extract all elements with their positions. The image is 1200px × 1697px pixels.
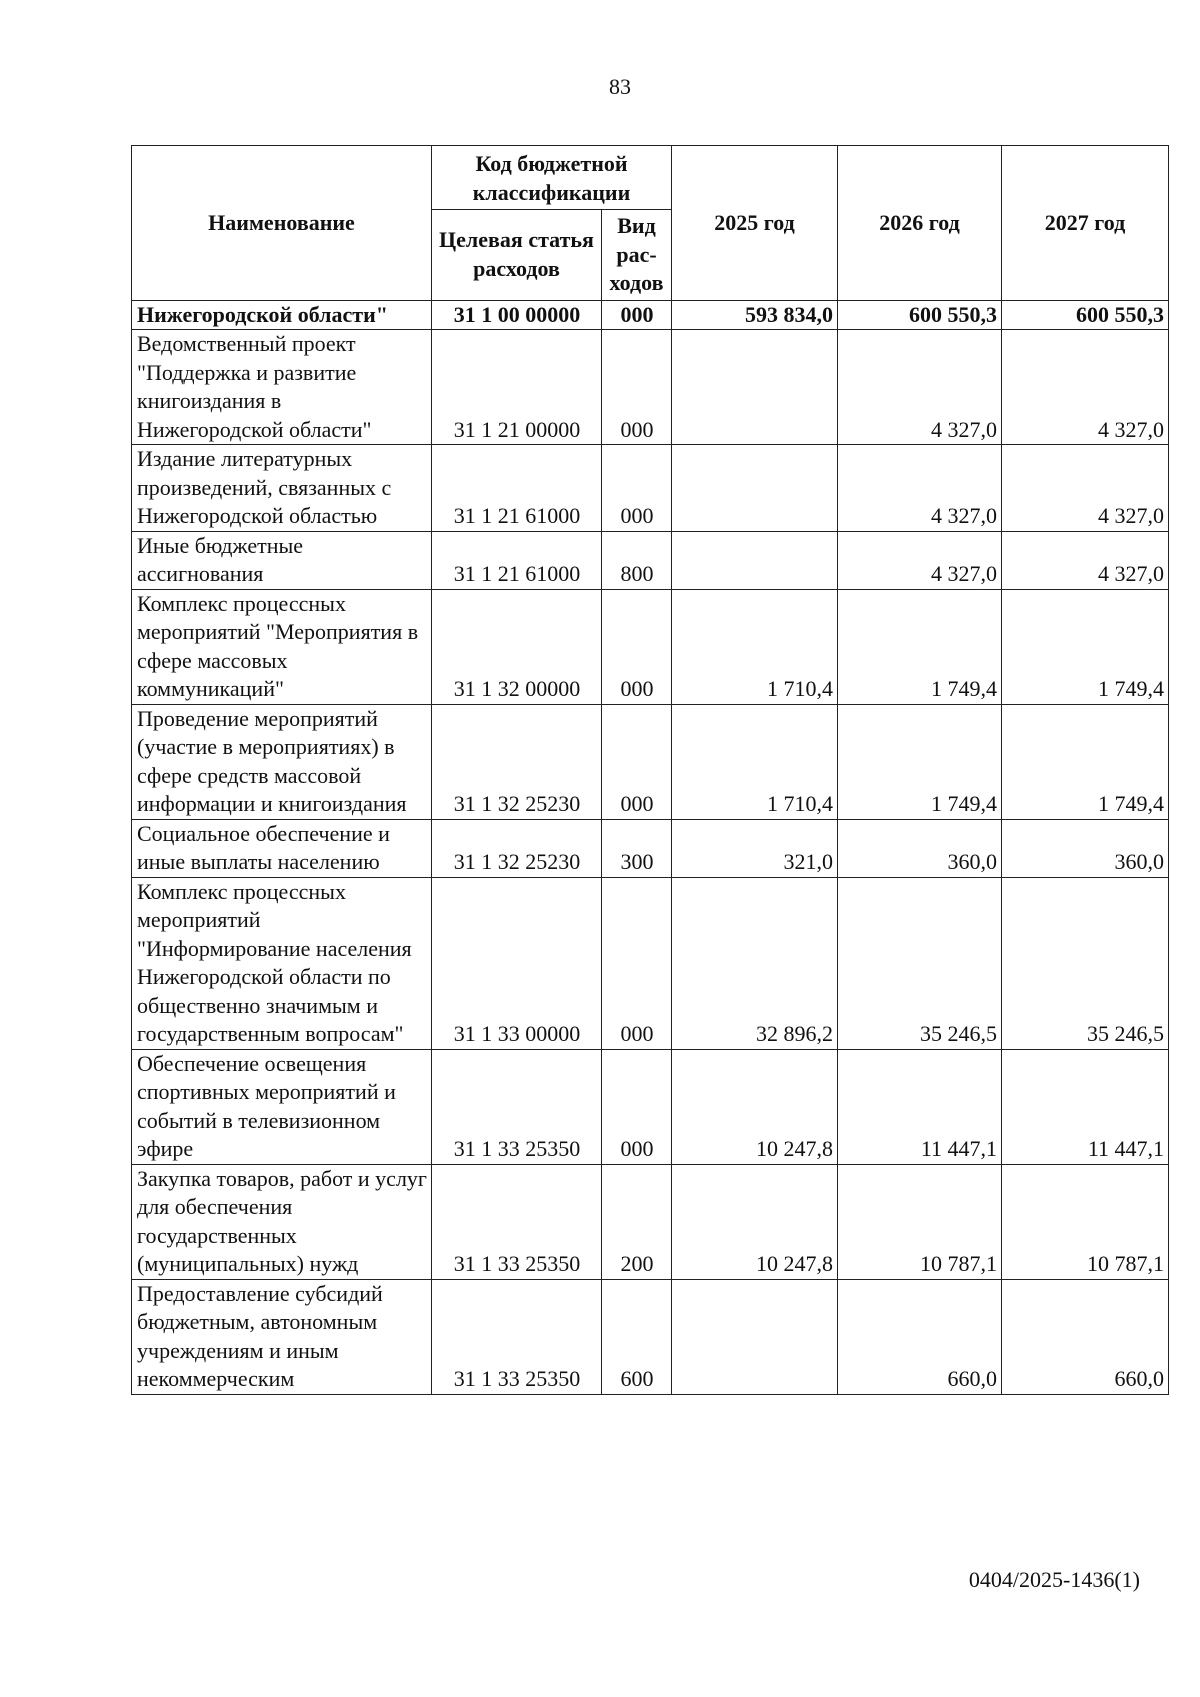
row-2025: 32 896,2 [672, 877, 838, 1049]
row-2027: 4 327,0 [1002, 330, 1169, 445]
row-2025: 1 710,4 [672, 589, 838, 704]
header-2026: 2026 год [838, 146, 1002, 301]
row-2026: 10 787,1 [838, 1164, 1002, 1279]
header-name: Наименование [132, 146, 432, 301]
header-target: Целевая статья расходов [432, 210, 602, 301]
table-row [132, 330, 1169, 445]
row-2027: 4 327,0 [1002, 531, 1169, 589]
row-name: Издание литературных произведений, связанных с Нижегородской областью [132, 445, 432, 532]
row-code: 31 1 33 25350 [432, 1279, 602, 1394]
row-type: 000 [602, 445, 672, 532]
row-2027: 360,0 [1002, 819, 1169, 877]
row-name: Проведение мероприятий (участие в мероприятиях) в сфере средств массовой информации и книгоиздания [132, 704, 432, 819]
row-name: Комплекс процессных мероприятий "Информирование населения Нижегородской области по общественно значимым и государственным вопросам" [132, 877, 432, 1049]
document-code: 0404/2025-1436(1) [968, 1567, 1140, 1592]
row-code: 31 1 21 61000 [432, 531, 602, 589]
row-type: 000 [602, 300, 672, 330]
row-name: Комплекс процессных мероприятий "Мероприятия в сфере массовых коммуникаций" [132, 589, 432, 704]
row-name: Социальное обеспечение и иные выплаты населению [132, 819, 432, 877]
row-code: 31 1 21 61000 [432, 445, 602, 532]
table-row [132, 1279, 1169, 1394]
row-name: Предоставление субсидий бюджетным, автономным учреждениям и иным некоммерческим [132, 1279, 432, 1394]
row-2026: 4 327,0 [838, 330, 1002, 445]
table-row [132, 589, 1169, 704]
table-body [132, 300, 1169, 1394]
row-2027: 660,0 [1002, 1279, 1169, 1394]
table-row [132, 531, 1169, 589]
table-row [132, 300, 1169, 330]
table-row [132, 877, 1169, 1049]
table-row [132, 1164, 1169, 1279]
row-2025 [672, 531, 838, 589]
row-type: 200 [602, 1164, 672, 1279]
header-type: Вид рас- ходов [602, 210, 672, 301]
row-2027: 1 749,4 [1002, 589, 1169, 704]
row-type: 000 [602, 589, 672, 704]
row-2027: 35 246,5 [1002, 877, 1169, 1049]
row-code: 31 1 32 25230 [432, 819, 602, 877]
table-row [132, 445, 1169, 532]
header-2025: 2025 год [672, 146, 838, 301]
row-2025 [672, 445, 838, 532]
row-2026: 4 327,0 [838, 445, 1002, 532]
row-type: 600 [602, 1279, 672, 1394]
row-2027: 1 749,4 [1002, 704, 1169, 819]
row-code: 31 1 33 25350 [432, 1164, 602, 1279]
row-2027: 11 447,1 [1002, 1049, 1169, 1164]
row-type: 300 [602, 819, 672, 877]
row-2025: 10 247,8 [672, 1049, 838, 1164]
row-type: 000 [602, 704, 672, 819]
row-2026: 35 246,5 [838, 877, 1002, 1049]
row-code: 31 1 32 00000 [432, 589, 602, 704]
row-code: 31 1 33 25350 [432, 1049, 602, 1164]
row-2026: 600 550,3 [838, 300, 1002, 330]
row-2027: 10 787,1 [1002, 1164, 1169, 1279]
table-row [132, 1049, 1169, 1164]
row-name: Закупка товаров, работ и услуг для обеспечения государственных (муниципальных) нужд [132, 1164, 432, 1279]
row-2025: 593 834,0 [672, 300, 838, 330]
row-name: Иные бюджетные ассигнования [132, 531, 432, 589]
page-number: 83 [609, 74, 631, 99]
row-name: Нижегородской области" [132, 300, 432, 330]
row-2027: 4 327,0 [1002, 445, 1169, 532]
header-2027: 2027 год [1002, 146, 1169, 301]
budget-table [131, 145, 1169, 1395]
table-row [132, 704, 1169, 819]
row-type: 000 [602, 877, 672, 1049]
row-2026: 1 749,4 [838, 704, 1002, 819]
row-2025: 1 710,4 [672, 704, 838, 819]
row-2026: 360,0 [838, 819, 1002, 877]
row-type: 800 [602, 531, 672, 589]
row-2026: 11 447,1 [838, 1049, 1002, 1164]
row-code: 31 1 32 25230 [432, 704, 602, 819]
row-2026: 1 749,4 [838, 589, 1002, 704]
row-name: Обеспечение освещения спортивных мероприятий и событий в телевизионном эфире [132, 1049, 432, 1164]
row-type: 000 [602, 1049, 672, 1164]
row-code: 31 1 21 00000 [432, 330, 602, 445]
row-2025: 321,0 [672, 819, 838, 877]
row-2025: 10 247,8 [672, 1164, 838, 1279]
row-code: 31 1 00 00000 [432, 300, 602, 330]
row-name: Ведомственный проект "Поддержка и развитие книгоиздания в Нижегородской области" [132, 330, 432, 445]
row-2025 [672, 330, 838, 445]
row-2026: 660,0 [838, 1279, 1002, 1394]
table-header [132, 146, 1169, 301]
row-code: 31 1 33 00000 [432, 877, 602, 1049]
row-2027: 600 550,3 [1002, 300, 1169, 330]
row-type: 000 [602, 330, 672, 445]
row-2026: 4 327,0 [838, 531, 1002, 589]
row-2025 [672, 1279, 838, 1394]
table-row [132, 819, 1169, 877]
header-kbk: Код бюджетной классификации [432, 146, 672, 210]
